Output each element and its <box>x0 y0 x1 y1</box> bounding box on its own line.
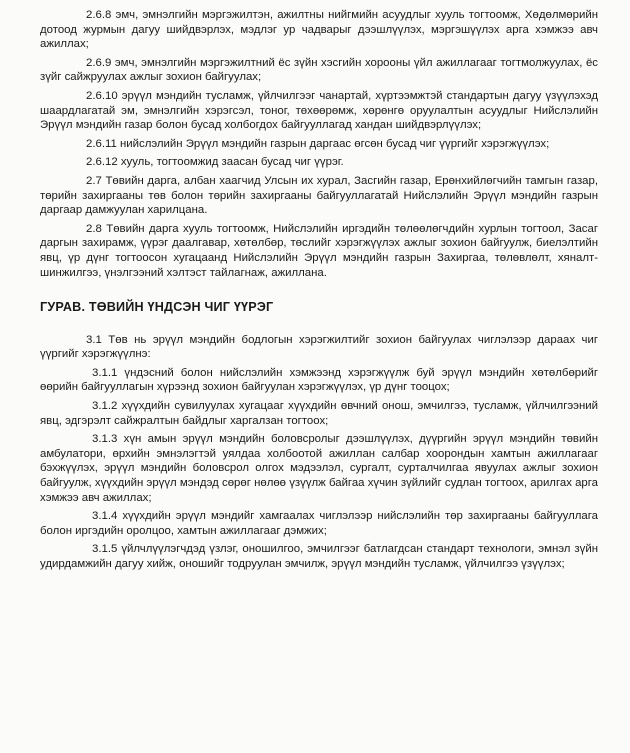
clause-2-6-10: 2.6.10 эрүүл мэндийн тусламж, үйлчилгээг чанартай, хүртээмжтэй стандартын дагуу үзүүлэхэд шаардлагатай эм, эмнэлгийн хэрэгсэл, тоног, төхөөрөмж, хөрөнгө оруулалтын асуудлыг Нийслэлийн Эрүүл мэндийн газар болон бусад холбогдох байгууллагад хандан шийдвэрлүүлэх; <box>40 89 598 132</box>
clause-3-1-3: 3.1.3 хүн амын эрүүл мэндийн боловсролыг дээшлүүлэх, дүүргийн эрүүл мэндийн төвийн амбулатори, өрхийн эмнэлэгтэй уялдаа холбоотой ажиллан салбар хоорондын хамтын ажиллагааг бэхжүүлэх, эрүүл мэндийн боловсрол олгох мэдээлэл, сургалт, сурталчилгаа явуулах ажлыг зохион байгуулж, хүүхдийн эрүүл мэндэд сөрөг нөлөө үзүүлж байгаа хүчин зүйлийг судлан тогтоох, арилгах арга хэмжээ авч ажиллах; <box>40 433 598 504</box>
clause-3-1-4: 3.1.4 хүүхдийн эрүүл мэндийг хамгаалах чиглэлээр нийслэлийн төр захиргааны байгууллага болон иргэдийн оролцоо, хамтын ажиллагааг дэмжих; <box>40 510 598 537</box>
section-heading: ГУРАВ. ТӨВИЙН ҮНДСЭН ЧИГ ҮҮРЭГ <box>40 300 274 315</box>
clause-3-1-5: 3.1.5 үйлчлүүлэгчдэд үзлэг, оношилгоо, эмчилгээг батлагдсан стандарт технологи, эмнэл зүйн удирдамжийн дагуу хийж, оношийг тодруулан эмчилж, эрүүл мэндийн тусламж, үйлчилгээ үзүүлэх; <box>40 543 598 570</box>
clause-2-7: 2.7 Төвийн дарга, албан хаагчид Улсын их хурал, Засгийн газар, Ерөнхийлөгчийн тамгын газар, төрийн захиргааны төв болон төрийн захиргааны байгууллагатай Нийслэлийн Эрүүл мэндийн газрын даргаар дамжуулан харилцана. <box>40 174 598 217</box>
clause-3-1: 3.1 Төв нь эрүүл мэндийн бодлогын хэрэгжилтийг зохион байгуулах чиглэлээр дараах чиг үүргийг хэрэгжүүлнэ: <box>40 333 598 361</box>
clause-2-6-8: 2.6.8 эмч, эмнэлгийн мэргэжилтэн, ажилтны нийгмийн асуудлыг хууль тогтоомж, Хөдөлмөрийн дотоод журмын дагуу шийдвэрлэх, мэдлэг ур чадварыг дээшлүүлэх, мэргэшүүлэх арга хэмжээ авч ажиллах; <box>40 9 598 51</box>
clause-3-1-2: 3.1.2 хүүхдийн сувилуулах хугацааг хүүхдийн өвчний онош, эмчилгээ, тусламж, үйлчилгээний явц, эдгэрэлт сайжралтын байдлыг харгалзан тогтоох; <box>40 400 598 427</box>
clause-3-1-1: 3.1.1 үндэсний болон нийслэлийн хэмжээнд хэрэгжүүлж буй эрүүл мэндийн хөтөлбөрийг өөрийн байгууллагын хүрээнд зохион байгуулан хэрэгжүүлэх, үр дүнг тооцох; <box>40 366 598 394</box>
clause-2-6-9: 2.6.9 эмч, эмнэлгийн мэргэжилтний ёс зүйн хэсгийн хорооны үйл ажиллагааг тогтмолжуулах, ёс зүйг сайжруулах ажлыг зохион байгуулах; <box>40 56 598 84</box>
clause-2-8: 2.8 Төвийн дарга хууль тогтоомж, Нийслэлийн иргэдийн төлөөлөгчдийн хурлын тогтоол, Засаг даргын захирамж, үүрэг даалгавар, хөтөлбөр, төслийг хэрэгжүүлэх ажлыг зохион байгуулж, биелэлтийн явц, үр дүнг тогтоосон хугацаанд Нийслэлийн Эрүүл мэндийн газрын Захиргаа, төлөвлөлт, хяналт-шинжилгээ, үнэлгээний хэлтэст тайлагнаж, ажиллана. <box>40 222 598 279</box>
clause-2-6-11: 2.6.11 нийслэлийн Эрүүл мэндийн газрын даргаас өгсөн бусад чиг үүргийг хэрэгжүүлэх; <box>86 137 550 150</box>
clause-2-6-12: 2.6.12 хууль, тогтоомжид заасан бусад чиг үүрэг. <box>86 156 344 169</box>
